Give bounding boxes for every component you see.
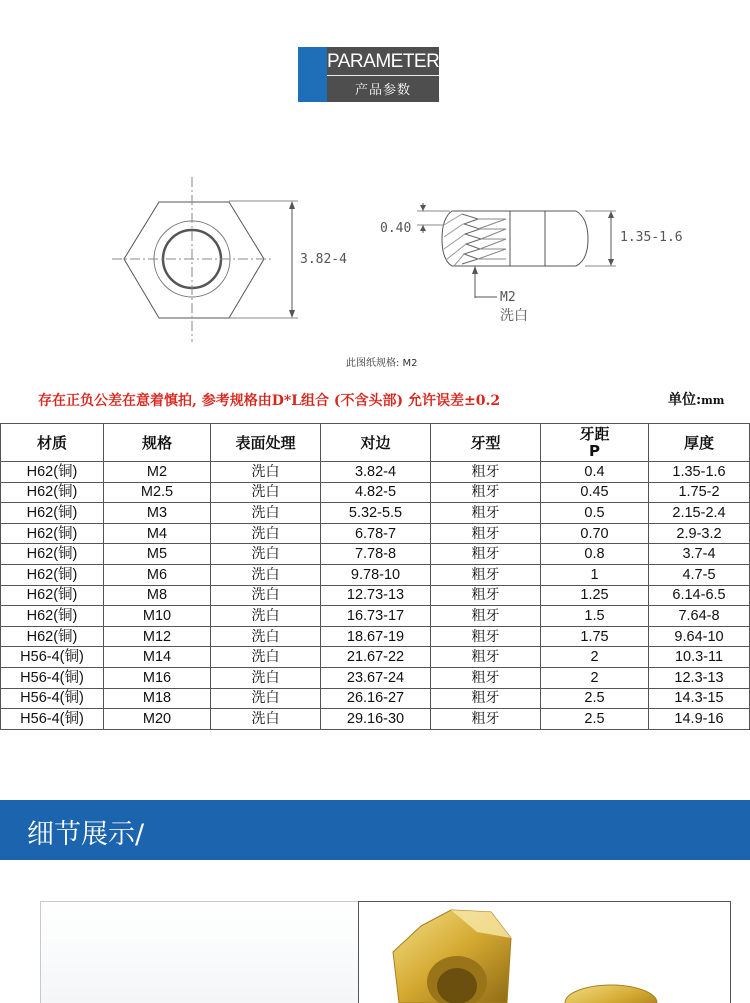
cell-finish: 洗白 <box>211 667 321 688</box>
cell-material: H56-4(铜) <box>1 709 104 730</box>
cell-size: M4 <box>104 523 211 544</box>
cell-across-flats: 6.78-7 <box>321 523 431 544</box>
cell-size: M6 <box>104 564 211 585</box>
cell-finish: 洗白 <box>211 626 321 647</box>
cell-across-flats: 4.82-5 <box>321 482 431 503</box>
cell-thickness: 12.3-13 <box>649 667 750 688</box>
cell-size: M12 <box>104 626 211 647</box>
cell-pitch: 0.5 <box>541 503 649 524</box>
cell-finish: 洗白 <box>211 688 321 709</box>
table-header-row <box>1 424 750 462</box>
cell-thickness: 6.14-6.5 <box>649 585 750 606</box>
cell-thread-type: 粗牙 <box>431 523 541 544</box>
cell-thickness: 10.3-11 <box>649 647 750 668</box>
cell-size: M5 <box>104 544 211 565</box>
cell-material: H62(铜) <box>1 482 104 503</box>
detail-photo-right <box>358 901 731 1003</box>
cell-thread-type: 粗牙 <box>431 482 541 503</box>
cell-thread-type: 粗牙 <box>431 462 541 483</box>
cell-pitch: 2 <box>541 647 649 668</box>
table-row <box>1 688 750 709</box>
table-row <box>1 544 750 565</box>
table-row <box>1 564 750 585</box>
cell-material: H62(铜) <box>1 626 104 647</box>
parameter-badge <box>298 47 439 102</box>
cell-across-flats: 12.73-13 <box>321 585 431 606</box>
cell-size: M10 <box>104 606 211 627</box>
table-row <box>1 647 750 668</box>
cell-across-flats: 16.73-17 <box>321 606 431 627</box>
cell-size: M18 <box>104 688 211 709</box>
cell-pitch: 0.4 <box>541 462 649 483</box>
cell-finish: 洗白 <box>211 606 321 627</box>
cell-across-flats: 5.32-5.5 <box>321 503 431 524</box>
header-pitch-label: 牙距 <box>579 424 610 443</box>
cell-size: M2 <box>104 462 211 483</box>
brass-nut-photo <box>359 902 730 1003</box>
dim-across-flats: 3.82-4 <box>300 252 347 267</box>
cell-finish: 洗白 <box>211 647 321 668</box>
table-row <box>1 482 750 503</box>
table-row <box>1 626 750 647</box>
hex-nut-drawing <box>0 170 750 350</box>
cell-thickness: 14.9-16 <box>649 709 750 730</box>
cell-finish: 洗白 <box>211 544 321 565</box>
tolerance-note: 存在正负公差在意着慎拍, 参考规格由D*L组合 (不含头部) 允许误差±0.2 <box>38 393 501 409</box>
cell-finish: 洗白 <box>211 564 321 585</box>
dim-finish: 洗白 <box>500 308 528 324</box>
header-finish: 表面处理 <box>211 424 321 462</box>
detail-photo-left <box>40 901 360 1003</box>
badge-title-en: PARAMETER <box>327 51 440 72</box>
cell-across-flats: 21.67-22 <box>321 647 431 668</box>
dim-thread: M2 <box>500 290 516 305</box>
cell-finish: 洗白 <box>211 709 321 730</box>
cell-pitch: 0.45 <box>541 482 649 503</box>
cell-pitch: 2.5 <box>541 688 649 709</box>
header-material: 材质 <box>1 424 104 462</box>
drawing-caption: 此图纸规格: M2 <box>346 358 418 369</box>
cell-size: M16 <box>104 667 211 688</box>
cell-pitch: 2.5 <box>541 709 649 730</box>
header-pitch-sub: P <box>589 441 600 460</box>
cell-material: H62(铜) <box>1 503 104 524</box>
cell-thread-type: 粗牙 <box>431 564 541 585</box>
cell-finish: 洗白 <box>211 523 321 544</box>
cell-size: M8 <box>104 585 211 606</box>
header-pitch <box>541 424 649 462</box>
cell-pitch: 0.8 <box>541 544 649 565</box>
cell-thickness: 2.15-2.4 <box>649 503 750 524</box>
cell-thickness: 2.9-3.2 <box>649 523 750 544</box>
cell-size: M2.5 <box>104 482 211 503</box>
cell-thread-type: 粗牙 <box>431 503 541 524</box>
cell-across-flats: 9.78-10 <box>321 564 431 585</box>
cell-across-flats: 26.16-27 <box>321 688 431 709</box>
cell-pitch: 1.5 <box>541 606 649 627</box>
header-thread-type: 牙型 <box>431 424 541 462</box>
cell-thickness: 9.64-10 <box>649 626 750 647</box>
cell-material: H62(铜) <box>1 523 104 544</box>
table-row <box>1 709 750 730</box>
detail-banner <box>0 800 750 860</box>
cell-pitch: 1.25 <box>541 585 649 606</box>
table-row <box>1 585 750 606</box>
unit-label <box>668 389 724 409</box>
cell-size: M20 <box>104 709 211 730</box>
cell-thickness: 14.3-15 <box>649 688 750 709</box>
dim-left: 0.40 <box>380 221 412 236</box>
header-across-flats: 对边 <box>321 424 431 462</box>
unit-value: mm <box>701 394 725 407</box>
cell-material: H56-4(铜) <box>1 647 104 668</box>
cell-across-flats: 7.78-8 <box>321 544 431 565</box>
cell-pitch: 1.75 <box>541 626 649 647</box>
cell-pitch: 0.70 <box>541 523 649 544</box>
cell-thickness: 4.7-5 <box>649 564 750 585</box>
cell-material: H62(铜) <box>1 462 104 483</box>
table-row <box>1 462 750 483</box>
cell-thread-type: 粗牙 <box>431 647 541 668</box>
cell-finish: 洗白 <box>211 482 321 503</box>
cell-thread-type: 粗牙 <box>431 688 541 709</box>
spec-table-body <box>1 462 750 730</box>
cell-size: M14 <box>104 647 211 668</box>
spec-table <box>0 423 750 730</box>
cell-finish: 洗白 <box>211 585 321 606</box>
table-row <box>1 606 750 627</box>
cell-finish: 洗白 <box>211 462 321 483</box>
cell-pitch: 1 <box>541 564 649 585</box>
cell-thread-type: 粗牙 <box>431 544 541 565</box>
cell-thread-type: 粗牙 <box>431 709 541 730</box>
header-size: 规格 <box>104 424 211 462</box>
cell-material: H62(铜) <box>1 564 104 585</box>
cell-size: M3 <box>104 503 211 524</box>
table-row <box>1 503 750 524</box>
header-thickness: 厚度 <box>649 424 750 462</box>
cell-material: H56-4(铜) <box>1 688 104 709</box>
hex-front-view <box>112 177 298 342</box>
cell-thread-type: 粗牙 <box>431 585 541 606</box>
badge-accent-bar <box>298 47 327 102</box>
unit-label-text: 单位: <box>668 392 702 408</box>
cell-thickness: 1.75-2 <box>649 482 750 503</box>
cell-thread-type: 粗牙 <box>431 626 541 647</box>
cell-pitch: 2 <box>541 667 649 688</box>
table-row <box>1 523 750 544</box>
cell-material: H62(铜) <box>1 585 104 606</box>
dim-thickness: 1.35-1.6 <box>620 230 683 245</box>
badge-title-cn: 产品参数 <box>354 83 411 98</box>
table-row <box>1 667 750 688</box>
cell-thread-type: 粗牙 <box>431 667 541 688</box>
cell-material: H62(铜) <box>1 544 104 565</box>
hex-side-view <box>417 203 616 298</box>
cell-thread-type: 粗牙 <box>431 606 541 627</box>
cell-material: H62(铜) <box>1 606 104 627</box>
cell-thickness: 3.7-4 <box>649 544 750 565</box>
cell-across-flats: 29.16-30 <box>321 709 431 730</box>
badge-divider <box>327 75 439 76</box>
cell-across-flats: 18.67-19 <box>321 626 431 647</box>
detail-title: 细节展示/ <box>27 819 145 850</box>
cell-material: H56-4(铜) <box>1 667 104 688</box>
cell-thickness: 1.35-1.6 <box>649 462 750 483</box>
cell-across-flats: 3.82-4 <box>321 462 431 483</box>
cell-across-flats: 23.67-24 <box>321 667 431 688</box>
cell-finish: 洗白 <box>211 503 321 524</box>
cell-thickness: 7.64-8 <box>649 606 750 627</box>
